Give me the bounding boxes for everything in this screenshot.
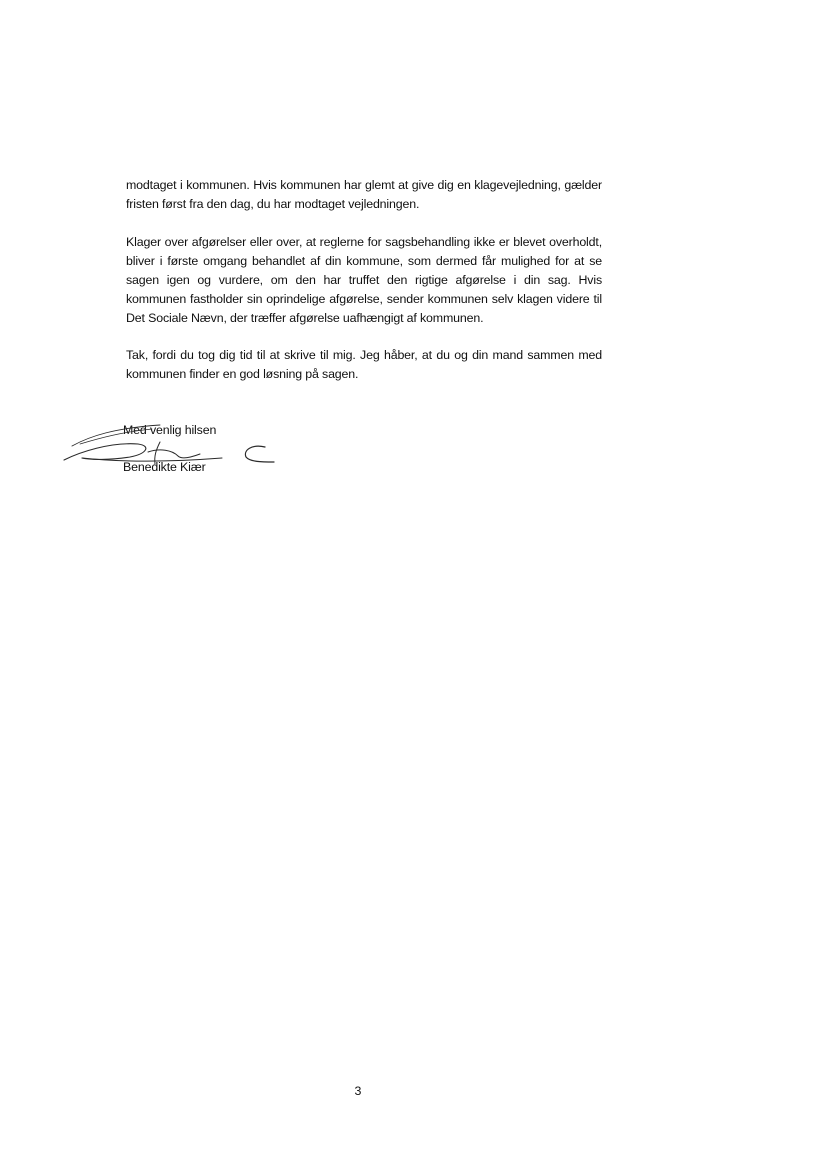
closing-greeting: Med venlig hilsen	[123, 423, 217, 437]
paragraph-complaint-deadline: modtaget i kommunen. Hvis kommunen har glemt at give dig en klagevejledning, gælder fristen først fra den dag, du har modtaget vejledningen.	[126, 178, 602, 211]
paragraph-thanks: Tak, fordi du tog dig tid til at skrive til mig. Jeg håber, at du og din mand sammen med kommunen finder en god løsning på sagen.	[126, 348, 602, 381]
paragraph-complaint-procedure: Klager over afgørelser eller over, at reglerne for sagsbehandling ikke er blevet overholdt, bliver i første omgang behandlet af din kommune, som dermed får mulighed for at se sagen igen og vurdere, om den har truffet den rigtige afgørelse i din sag. Hvis kommunen fastholder sin oprindelige afgørelse, sender kommunen selv klagen videre til Det Sociale Nævn, der træffer afgørelse uafhængigt af kommunen.	[126, 235, 602, 325]
sender-name: Benedikte Kiær	[123, 460, 206, 474]
letter-body	[126, 176, 602, 384]
page-number: 3	[354, 1084, 362, 1098]
